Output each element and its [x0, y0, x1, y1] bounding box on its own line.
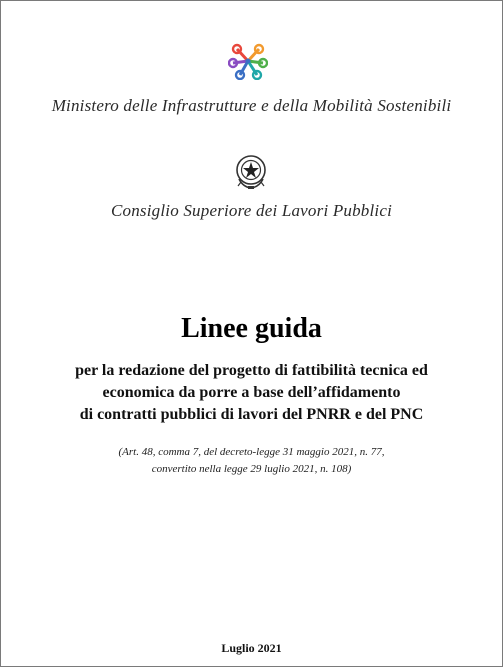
ministry-logo-icon — [228, 42, 268, 80]
subtitle-line: per la redazione del progetto di fattibilità tecnica ed — [75, 362, 428, 379]
legal-citation — [1, 444, 502, 478]
subtitle-line: di contratti pubblici di lavori del PNRR e del PNC — [79, 406, 424, 423]
ministry-name: Ministero delle Infrastrutture e della Mobilità Sostenibili — [51, 96, 452, 115]
subtitle-line: economica da porre a base dell’affidamento — [102, 384, 401, 401]
italian-republic-emblem-icon — [233, 153, 269, 191]
document-title: Linee guida — [181, 313, 322, 344]
council-name: Consiglio Superiore dei Lavori Pubblici — [110, 201, 393, 220]
citation-line: (Art. 48, comma 7, del decreto-legge 31 maggio 2021, n. 77, — [118, 446, 385, 458]
document-subtitle — [1, 360, 502, 426]
citation-line: convertito nella legge 29 luglio 2021, n. 108) — [151, 463, 352, 475]
publication-date: Luglio 2021 — [221, 641, 282, 655]
